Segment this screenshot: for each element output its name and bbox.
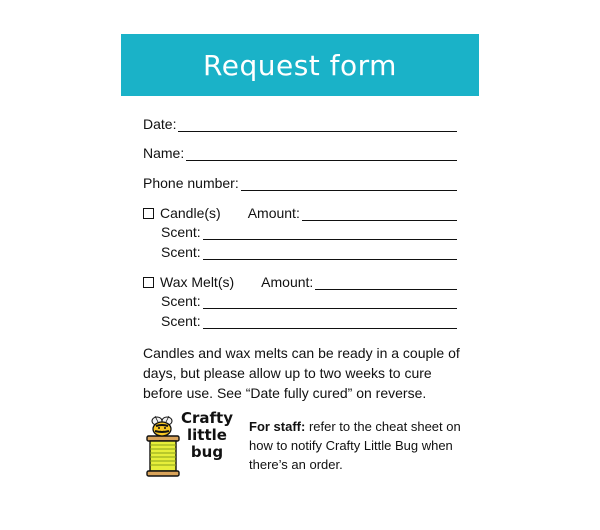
wax-melts-amount-label: Amount:: [261, 274, 314, 290]
name-label: Name:: [143, 145, 185, 161]
phone-field[interactable]: [143, 175, 457, 191]
phone-line[interactable]: [241, 177, 457, 191]
logo-line-3: bug: [190, 443, 224, 461]
candles-amount-line[interactable]: [302, 207, 457, 221]
candles-row: [143, 205, 457, 221]
phone-label: Phone number:: [143, 175, 239, 191]
wax-melts-scent-2[interactable]: [161, 313, 457, 329]
wax-melts-amount-line[interactable]: [315, 276, 457, 290]
wax-melts-scent-1-line[interactable]: [203, 295, 457, 309]
date-line[interactable]: [178, 118, 457, 132]
logo-line-1: Crafty: [181, 409, 234, 427]
date-label: Date:: [143, 116, 177, 132]
form-title: Request form: [203, 48, 397, 82]
candles-scent-2-line[interactable]: [203, 246, 457, 260]
name-field[interactable]: [143, 145, 457, 161]
candles-scent-1-label: Scent:: [161, 224, 201, 240]
logo-line-2: little: [187, 426, 227, 444]
logo-wordmark: [181, 410, 233, 461]
staff-note-prefix: For staff:: [249, 419, 306, 434]
candles-scent-2[interactable]: [161, 244, 457, 260]
candles-checkbox[interactable]: [143, 208, 154, 219]
wax-melts-row: [143, 274, 457, 290]
wax-melts-label: Wax Melt(s): [160, 274, 235, 290]
candles-scent-2-label: Scent:: [161, 244, 201, 260]
request-form-card: [121, 34, 479, 490]
name-line[interactable]: [186, 147, 457, 161]
wax-melts-scent-2-label: Scent:: [161, 313, 201, 329]
staff-note: [249, 417, 469, 474]
candles-scent-1[interactable]: [161, 224, 457, 240]
wax-melts-checkbox[interactable]: [143, 277, 154, 288]
curing-note: Candles and wax melts can be ready in a couple of days, but please allow up to two weeks to cure before use. See “Date fully cured” on reverse.: [143, 345, 460, 401]
staff-note-text: refer to the cheat sheet on how to notify Crafty Little Bug when there’s an order.: [249, 419, 461, 472]
date-field[interactable]: [143, 116, 457, 132]
wax-melts-scent-1[interactable]: [161, 293, 457, 309]
bee-on-spool-icon: [141, 410, 185, 482]
wax-melts-scent-1-label: Scent:: [161, 293, 201, 309]
candles-amount-label: Amount:: [247, 205, 300, 221]
form-header: [121, 34, 479, 96]
crafty-little-bug-logo: [141, 409, 234, 482]
candles-label: Candle(s): [160, 205, 221, 221]
candles-scent-1-line[interactable]: [203, 226, 457, 240]
wax-melts-scent-2-line[interactable]: [203, 315, 457, 329]
